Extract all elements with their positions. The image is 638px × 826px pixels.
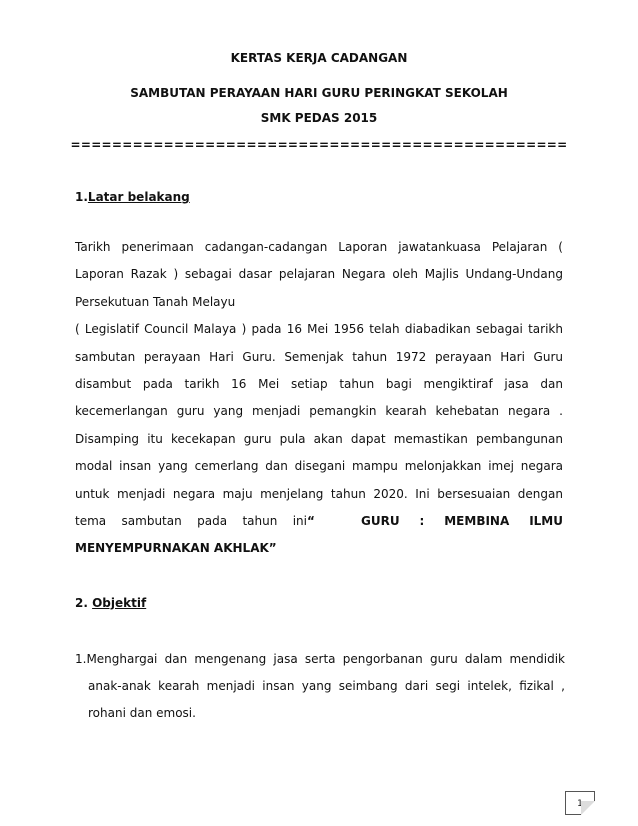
objective-line: anak-anak kearah menjadi insan yang seimbang dari segi intelek, fizikal , xyxy=(88,679,565,693)
theme-quote: “ xyxy=(307,513,315,528)
page-number: 1 xyxy=(565,791,595,815)
section-1-title: Latar belakang xyxy=(87,190,190,204)
doc-subtitle: SAMBUTAN PERAYAAN HARI GURU PERINGKAT SEKOLAH xyxy=(130,86,508,100)
paragraph-line: disambut pada tarikh 16 Mei setiap tahun bagi mengiktiraf jasa dan xyxy=(75,376,563,391)
doc-title: KERTAS KERJA CADANGAN xyxy=(230,51,408,65)
paragraph-line: Disamping itu kecekapan guru pula akan dapat memastikan pembangunan xyxy=(75,431,563,446)
paragraph-line: kecemerlangan guru yang menjadi pemangkin kearah kehebatan negara . xyxy=(75,404,563,419)
separator-line: ================================================ xyxy=(70,138,568,152)
paragraph-line: Tarikh penerimaan cadangan-cadangan Laporan jawatankuasa Pelajaran ( xyxy=(75,240,563,254)
paragraph-line: Laporan Razak ) sebagai dasar pelajaran Negara oleh Majlis Undang-Undang xyxy=(75,267,563,282)
section-2-number: 2. xyxy=(75,596,88,610)
paragraph-line: Persekutuan Tanah Melayu xyxy=(75,294,236,309)
section-2-heading xyxy=(75,596,146,610)
objective-item-1 xyxy=(75,646,565,727)
theme-line xyxy=(75,508,563,535)
objective-line: rohani dan emosi. xyxy=(88,706,196,720)
school-year: SMK PEDAS 2015 xyxy=(260,111,378,125)
objective-line: 1.Menghargai dan mengenang jasa serta pengorbanan guru dalam mendidik xyxy=(75,652,565,666)
paragraph-line: untuk menjadi negara maju menjelang tahun 2020. Ini bersesuaian dengan xyxy=(75,486,563,501)
theme-prefix: tema sambutan pada tahun ini xyxy=(75,513,307,528)
theme-text-2: MENYEMPURNAKAN AKHLAK” xyxy=(75,541,277,556)
section-1-paragraph xyxy=(75,234,563,563)
section-2-title: Objektif xyxy=(92,596,147,610)
paragraph-line: modal insan yang cemerlang dan disegani mampu melonjakkan imej negara xyxy=(75,459,563,474)
paragraph-line: sambutan perayaan Hari Guru. Semenjak tahun 1972 perayaan Hari Guru xyxy=(75,349,563,364)
section-1-heading xyxy=(75,190,190,204)
paragraph-line: ( Legislatif Council Malaya ) pada 16 Mei 1956 telah diabadikan sebagai tarikh xyxy=(75,322,563,337)
section-1-number: 1. xyxy=(75,190,88,204)
theme-text-1: GURU : MEMBINA ILMU xyxy=(361,513,563,528)
